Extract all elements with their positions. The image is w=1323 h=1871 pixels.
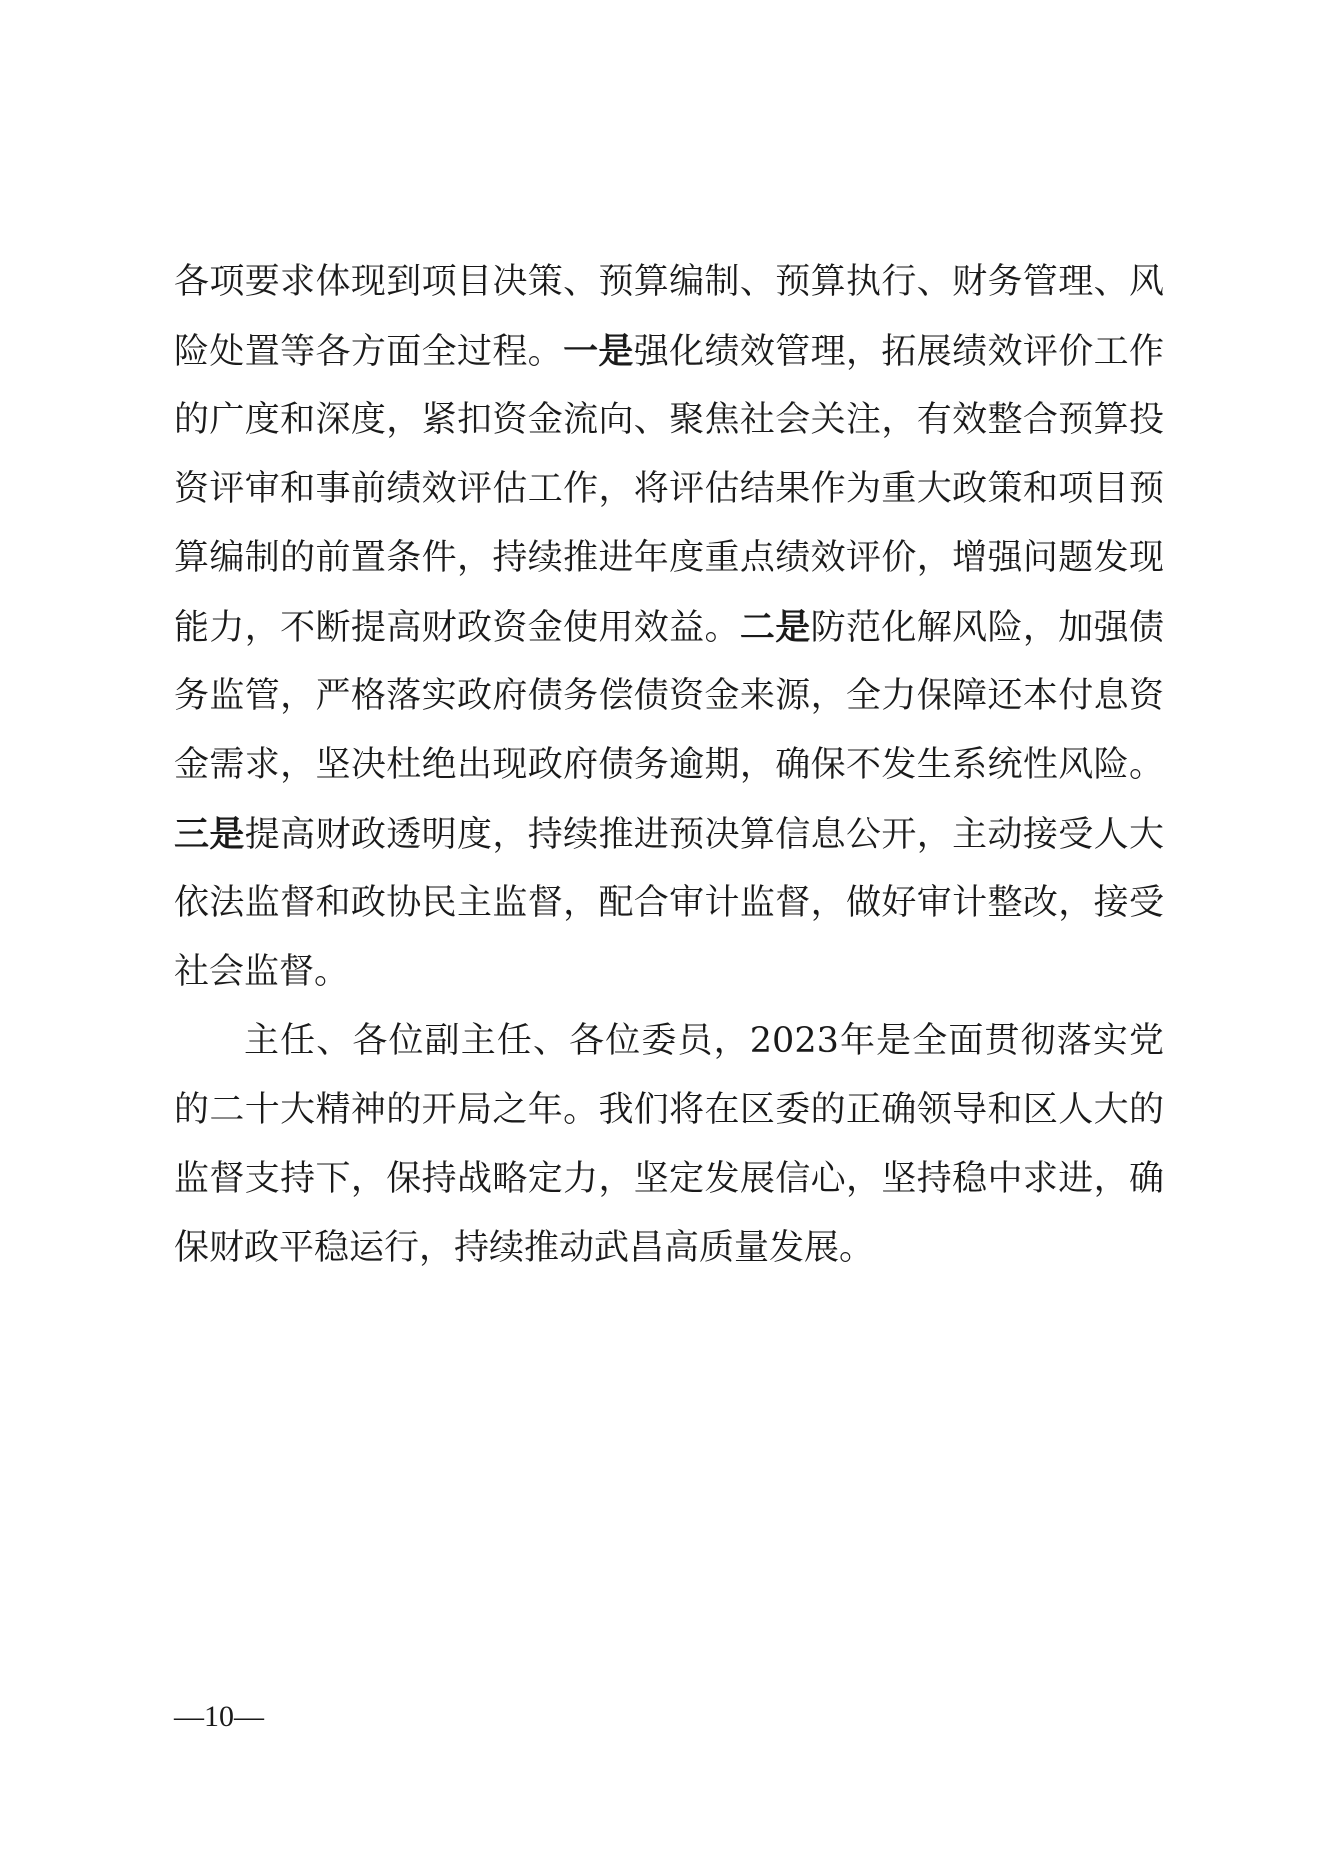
- text-line: 保财政平稳运行，持续推动武昌高质量发展。: [174, 1228, 875, 1268]
- text-segment: 防范化解风险，加强债: [810, 608, 1164, 648]
- text-line: 的广度和深度，紧扣资金流向、聚焦社会关注，有效整合预算投: [174, 400, 1164, 440]
- text-segment: 险处置等各方面全过程。: [174, 332, 564, 372]
- text-line: 务监管，严格落实政府债务偿债资金来源，全力保障还本付息资: [174, 676, 1164, 716]
- emphasis-third: 三是: [174, 814, 245, 855]
- text-line: 社会监督。: [174, 952, 350, 992]
- paragraph-performance-management: [174, 248, 1164, 1007]
- text-line: 主任、各位副主任、各位委员，2023年是全面贯彻落实党: [244, 1021, 1164, 1061]
- text-line: [174, 593, 1164, 662]
- text-line: 算编制的前置条件，持续推进年度重点绩效评价，增强问题发现: [174, 538, 1164, 578]
- page-number: —10—: [174, 1700, 264, 1733]
- document-body: [174, 248, 1164, 1283]
- emphasis-first: 一是: [563, 331, 634, 372]
- text-line: 的二十大精神的开局之年。我们将在区委的正确领导和区人大的: [174, 1090, 1164, 1130]
- text-line: 依法监督和政协民主监督，配合审计监督，做好审计整改，接受: [174, 883, 1164, 923]
- text-line: [174, 317, 1164, 386]
- text-line: 资评审和事前绩效评估工作，将评估结果作为重大政策和项目预: [174, 469, 1164, 509]
- paragraph-closing: [174, 1007, 1164, 1283]
- emphasis-second: 二是: [739, 607, 811, 648]
- text-segment: 提高财政透明度，持续推进预决算信息公开，主动接受人大: [244, 815, 1164, 855]
- text-line: 监督支持下，保持战略定力，坚定发展信心，坚持稳中求进，确: [174, 1159, 1164, 1199]
- text-line: [174, 800, 1164, 869]
- text-line: 金需求，坚决杜绝出现政府债务逾期，确保不发生系统性风险。: [174, 745, 1164, 785]
- text-segment: 能力，不断提高财政资金使用效益。: [174, 608, 740, 648]
- text-line: 各项要求体现到项目决策、预算编制、预算执行、财务管理、风: [174, 262, 1164, 302]
- text-segment: 强化绩效管理，拓展绩效评价工作: [633, 332, 1164, 372]
